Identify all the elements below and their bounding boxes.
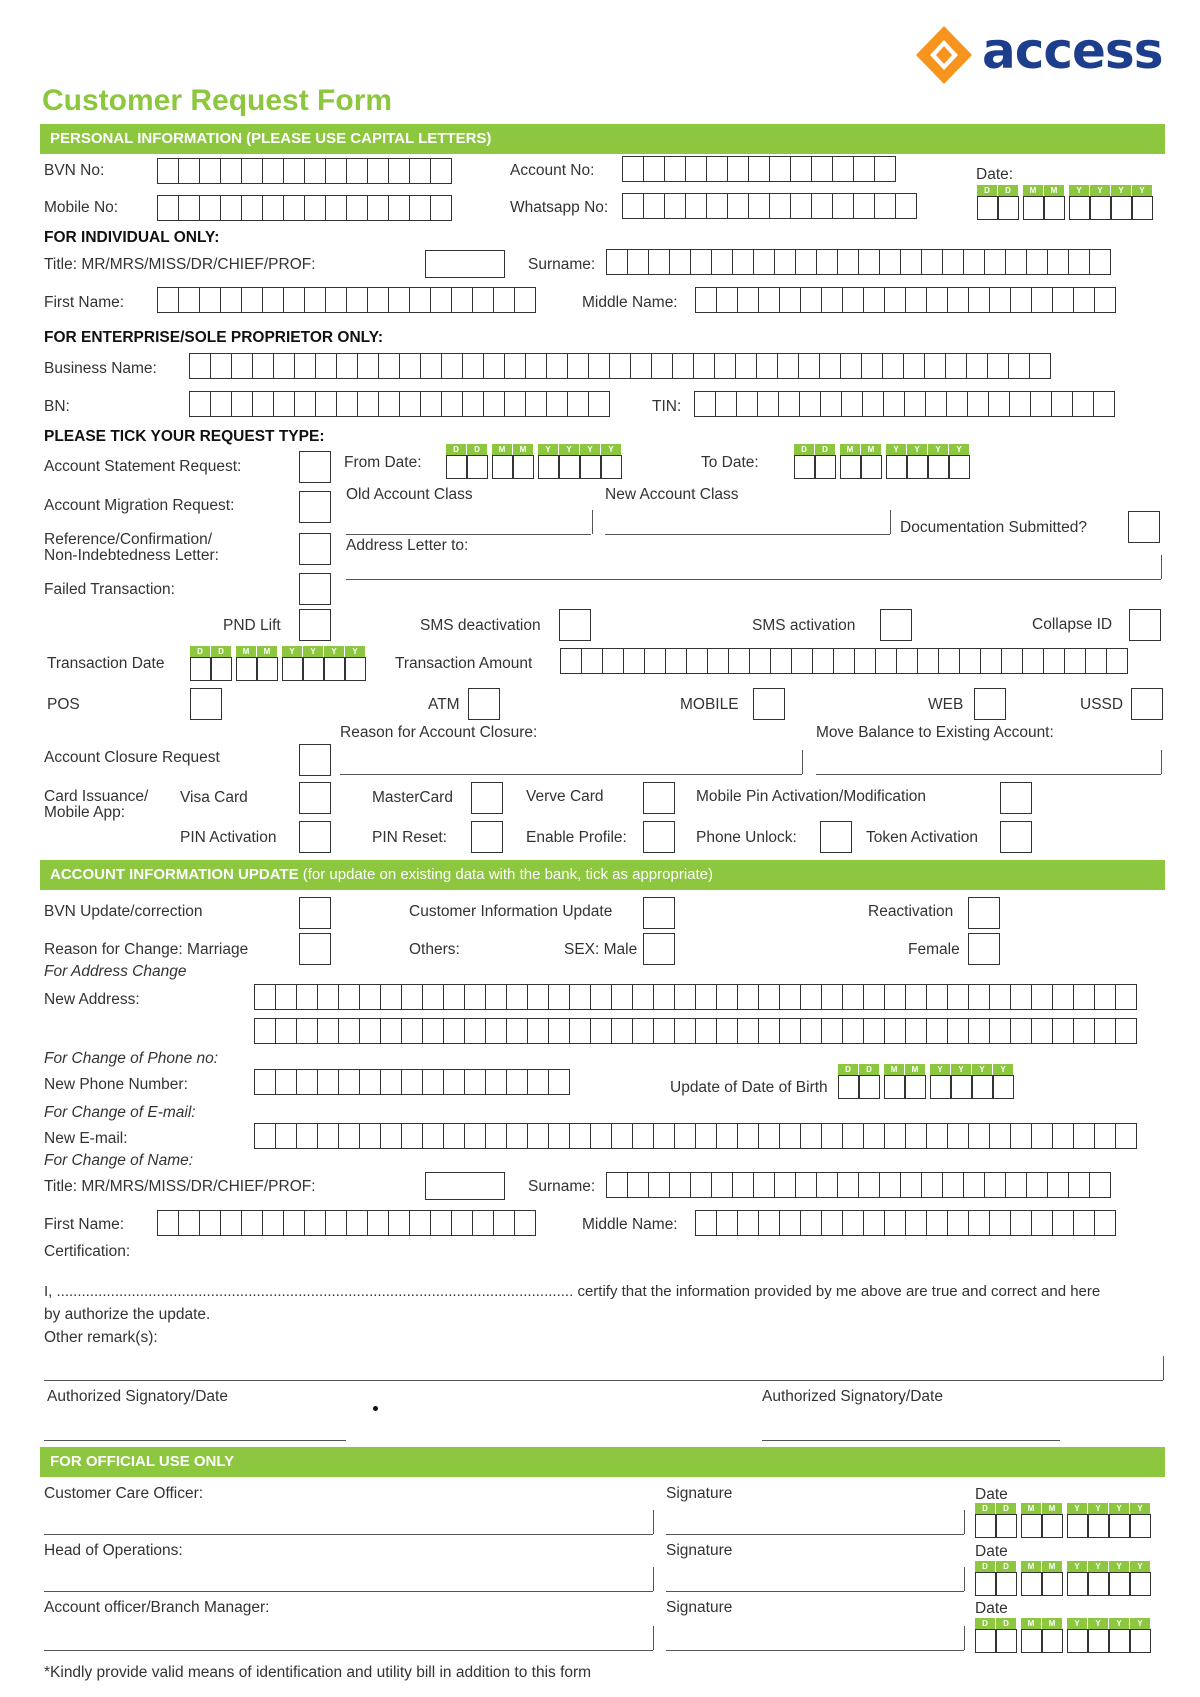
date-label: Date: xyxy=(976,166,1014,183)
old-class-label: Old Account Class xyxy=(346,486,473,503)
hoo-line[interactable] xyxy=(44,1567,653,1592)
pin-reset-checkbox[interactable] xyxy=(471,821,503,853)
documentation-checkbox[interactable] xyxy=(1128,511,1160,543)
update-first-name-input[interactable] xyxy=(158,1210,536,1236)
new-address-label: New Address: xyxy=(44,991,140,1008)
token-checkbox[interactable] xyxy=(1000,821,1032,853)
closure-label: Account Closure Request xyxy=(44,749,220,766)
visa-checkbox[interactable] xyxy=(299,782,331,814)
new-email-label: New E-mail: xyxy=(44,1130,128,1147)
sex-male-label: SEX: Male xyxy=(564,941,638,958)
old-class-line[interactable] xyxy=(346,510,591,535)
mobile-pin-label: Mobile Pin Activation/Modification xyxy=(696,788,927,805)
brand-name: access xyxy=(982,22,1163,80)
move-balance-label: Move Balance to Existing Account: xyxy=(816,724,1054,741)
mobile-input[interactable] xyxy=(158,195,452,221)
enable-profile-checkbox[interactable] xyxy=(643,821,675,853)
ao-date-input[interactable]: D D M M Y Y Y Y xyxy=(975,1618,1151,1653)
cco-date-input[interactable]: D D M M Y Y Y Y xyxy=(975,1503,1151,1538)
update-title-input[interactable] xyxy=(425,1172,505,1200)
new-address-input-1[interactable] xyxy=(255,984,1137,1010)
card-label-2: Mobile App: xyxy=(44,804,125,821)
verve-label: Verve Card xyxy=(526,788,604,805)
auth-sig-label-left: Authorized Signatory/Date xyxy=(47,1388,228,1405)
collapse-label: Collapse ID xyxy=(1032,616,1113,633)
web-checkbox[interactable] xyxy=(974,688,1006,720)
ussd-label: USSD xyxy=(1080,696,1124,713)
hoo-signature-line[interactable] xyxy=(666,1567,964,1592)
individual-heading: FOR INDIVIDUAL ONLY: xyxy=(44,229,220,246)
txn-amount-input[interactable] xyxy=(561,648,1128,674)
bn-label: BN: xyxy=(44,398,70,415)
migration-checkbox[interactable] xyxy=(299,491,331,523)
surname-input[interactable] xyxy=(607,249,1111,275)
auth-sig-line-left[interactable] xyxy=(44,1410,346,1441)
new-class-label: New Account Class xyxy=(605,486,739,503)
section-update-note: (for update on existing data with the bank, tick as appropriate) xyxy=(302,866,714,883)
enterprise-heading: FOR ENTERPRISE/SOLE PROPRIETOR ONLY: xyxy=(44,329,384,346)
auth-sig-label-right: Authorized Signatory/Date xyxy=(762,1388,943,1405)
from-date-input[interactable]: D D M M Y Y Y Y xyxy=(446,444,622,479)
bvn-update-label: BVN Update/correction xyxy=(44,903,203,920)
cust-info-label: Customer Information Update xyxy=(409,903,613,920)
card-label-1: Card Issuance/ xyxy=(44,788,149,805)
title-input[interactable] xyxy=(425,250,505,278)
phone-unlock-checkbox[interactable] xyxy=(820,821,852,853)
certification-text-2: by authorize the update. xyxy=(44,1306,211,1323)
dob-label: Update of Date of Birth xyxy=(670,1079,828,1096)
account-no-input[interactable] xyxy=(623,156,896,182)
verve-checkbox[interactable] xyxy=(643,782,675,814)
address-heading: For Address Change xyxy=(44,963,187,980)
master-label: MasterCard xyxy=(372,789,453,806)
section-official-title: FOR OFFICIAL USE ONLY xyxy=(50,1453,235,1470)
remarks-label: Other remark(s): xyxy=(44,1329,158,1346)
reference-checkbox[interactable] xyxy=(299,533,331,565)
update-surname-input[interactable] xyxy=(607,1172,1111,1198)
failed-label: Failed Transaction: xyxy=(44,581,175,598)
section-official-header xyxy=(40,1447,1165,1477)
email-heading: For Change of E-mail: xyxy=(44,1104,196,1121)
reference-label-1: Reference/Confirmation/ xyxy=(44,531,212,548)
pnd-label: PND Lift xyxy=(223,617,281,634)
title-label: Title: MR/MRS/MISS/DR/CHIEF/PROF: xyxy=(44,256,316,273)
tin-label: TIN: xyxy=(652,398,682,415)
others-label: Others: xyxy=(409,941,460,958)
first-name-label: First Name: xyxy=(44,294,125,311)
middle-name-label: Middle Name: xyxy=(582,294,678,311)
pos-label: POS xyxy=(47,696,80,713)
ao-date-label: Date xyxy=(975,1600,1008,1617)
address-letter-label: Address Letter to: xyxy=(346,537,469,554)
migration-label: Account Migration Request: xyxy=(44,497,235,514)
reason-checkbox[interactable] xyxy=(299,933,331,965)
phone-unlock-label: Phone Unlock: xyxy=(696,829,797,846)
female-label: Female xyxy=(908,941,960,958)
move-balance-line[interactable] xyxy=(816,750,1161,775)
cco-line[interactable] xyxy=(44,1510,653,1535)
ao-signature-label: Signature xyxy=(666,1599,733,1616)
auth-sig-line-right[interactable] xyxy=(762,1410,1060,1441)
cco-date-label: Date xyxy=(975,1486,1008,1503)
whatsapp-input[interactable] xyxy=(623,193,917,219)
section-personal-header xyxy=(40,124,1165,154)
certification-text: I, ............................................................................................................................ certify that the information provided by me above are true and correct and here xyxy=(44,1283,1101,1300)
closure-reason-line[interactable] xyxy=(340,750,802,775)
sms-deact-label: SMS deactivation xyxy=(420,617,541,634)
surname-label: Surname: xyxy=(528,256,596,273)
sex-male-checkbox[interactable] xyxy=(643,933,675,965)
new-phone-input[interactable] xyxy=(255,1069,570,1095)
statement-checkbox[interactable] xyxy=(299,451,331,483)
new-class-line[interactable] xyxy=(605,510,890,535)
phone-heading: For Change of Phone no: xyxy=(44,1050,219,1067)
update-middle-name-input[interactable] xyxy=(696,1210,1116,1236)
cco-signature-line[interactable] xyxy=(666,1510,964,1535)
collapse-checkbox[interactable] xyxy=(1129,609,1161,641)
new-phone-label: New Phone Number: xyxy=(44,1076,188,1093)
sms-deact-checkbox[interactable] xyxy=(559,609,591,641)
reason-label: Reason for Change: Marriage xyxy=(44,941,249,958)
update-middle-name-label: Middle Name: xyxy=(582,1216,678,1233)
mobile-channel-checkbox[interactable] xyxy=(753,688,785,720)
to-date-input[interactable]: D D M M Y Y Y Y xyxy=(794,444,970,479)
mobile-pin-checkbox[interactable] xyxy=(1000,782,1032,814)
web-label: WEB xyxy=(928,696,964,713)
hoo-signature-label: Signature xyxy=(666,1542,733,1559)
hoo-label: Head of Operations: xyxy=(44,1542,183,1559)
page-title: Customer Request Form xyxy=(42,84,393,117)
reference-label-2: Non-Indebtedness Letter: xyxy=(44,547,219,564)
pin-act-checkbox[interactable] xyxy=(299,821,331,853)
sms-act-checkbox[interactable] xyxy=(880,609,912,641)
bvn-update-checkbox[interactable] xyxy=(299,897,331,929)
cco-label: Customer Care Officer: xyxy=(44,1485,204,1502)
ao-line[interactable] xyxy=(44,1626,653,1651)
update-surname-label: Surname: xyxy=(528,1178,596,1195)
ao-signature-line[interactable] xyxy=(666,1626,964,1651)
account-no-label: Account No: xyxy=(510,162,595,179)
business-name-label: Business Name: xyxy=(44,360,157,377)
closure-checkbox[interactable] xyxy=(299,744,331,776)
pin-reset-label: PIN Reset: xyxy=(372,829,447,846)
reactivation-label: Reactivation xyxy=(868,903,954,920)
first-name-input[interactable] xyxy=(158,287,536,313)
request-heading: PLEASE TICK YOUR REQUEST TYPE: xyxy=(44,428,325,445)
enable-profile-label: Enable Profile: xyxy=(526,829,627,846)
new-address-input-2[interactable] xyxy=(255,1018,1137,1044)
certification-label: Certification: xyxy=(44,1243,131,1260)
sms-act-label: SMS activation xyxy=(752,617,856,634)
to-date-label: To Date: xyxy=(701,454,759,471)
brand-logo xyxy=(916,22,1166,88)
atm-label: ATM xyxy=(428,696,460,713)
section-update-title: ACCOUNT INFORMATION UPDATE xyxy=(50,866,299,883)
access-logo-icon xyxy=(916,24,978,86)
txn-date-label: Transaction Date xyxy=(47,655,165,672)
middle-name-input[interactable] xyxy=(696,287,1116,313)
female-checkbox[interactable] xyxy=(968,933,1000,965)
update-first-name-label: First Name: xyxy=(44,1216,125,1233)
bn-input[interactable] xyxy=(190,391,610,417)
txn-amount-label: Transaction Amount xyxy=(395,655,533,672)
cust-info-checkbox[interactable] xyxy=(643,897,675,929)
section-personal-title: PERSONAL INFORMATION (PLEASE USE CAPITAL LETTERS) xyxy=(50,130,492,147)
name-heading: For Change of Name: xyxy=(44,1152,194,1169)
reactivation-checkbox[interactable] xyxy=(968,897,1000,929)
closure-reason-label: Reason for Account Closure: xyxy=(340,724,538,741)
remarks-line[interactable] xyxy=(44,1350,1163,1381)
failed-checkbox[interactable] xyxy=(299,573,331,605)
business-name-input[interactable] xyxy=(190,353,1051,379)
new-email-input[interactable] xyxy=(255,1123,1137,1149)
txn-date-input[interactable]: D D M M Y Y Y Y xyxy=(190,646,366,681)
whatsapp-label: Whatsapp No: xyxy=(510,199,609,216)
ussd-checkbox[interactable] xyxy=(1131,688,1163,720)
pin-act-label: PIN Activation xyxy=(180,829,277,846)
date-input[interactable]: D D M M Y Y Y Y xyxy=(977,185,1153,220)
atm-checkbox[interactable] xyxy=(468,688,500,720)
pnd-checkbox[interactable] xyxy=(299,609,331,641)
mobile-label: Mobile No: xyxy=(44,199,119,216)
ao-label: Account officer/Branch Manager: xyxy=(44,1599,270,1616)
pos-checkbox[interactable] xyxy=(190,688,222,720)
visa-label: Visa Card xyxy=(180,789,248,806)
section-update-header xyxy=(40,860,1165,890)
documentation-label: Documentation Submitted? xyxy=(900,519,1087,536)
dot xyxy=(373,1406,378,1411)
update-title-label: Title: MR/MRS/MISS/DR/CHIEF/PROF: xyxy=(44,1178,316,1195)
from-date-label: From Date: xyxy=(344,454,422,471)
tin-input[interactable] xyxy=(695,391,1115,417)
hoo-date-label: Date xyxy=(975,1543,1008,1560)
mobile-channel-label: MOBILE xyxy=(680,696,739,713)
token-label: Token Activation xyxy=(866,829,979,846)
address-letter-line[interactable] xyxy=(346,555,1161,580)
statement-label: Account Statement Request: xyxy=(44,458,242,475)
bvn-input[interactable] xyxy=(158,158,452,184)
master-checkbox[interactable] xyxy=(471,782,503,814)
cco-signature-label: Signature xyxy=(666,1485,733,1502)
bvn-label: BVN No: xyxy=(44,162,105,179)
footnote: *Kindly provide valid means of identification and utility bill in addition to this form xyxy=(44,1664,592,1681)
hoo-date-input[interactable]: D D M M Y Y Y Y xyxy=(975,1561,1151,1596)
dob-input[interactable]: D D M M Y Y Y Y xyxy=(838,1064,1014,1099)
